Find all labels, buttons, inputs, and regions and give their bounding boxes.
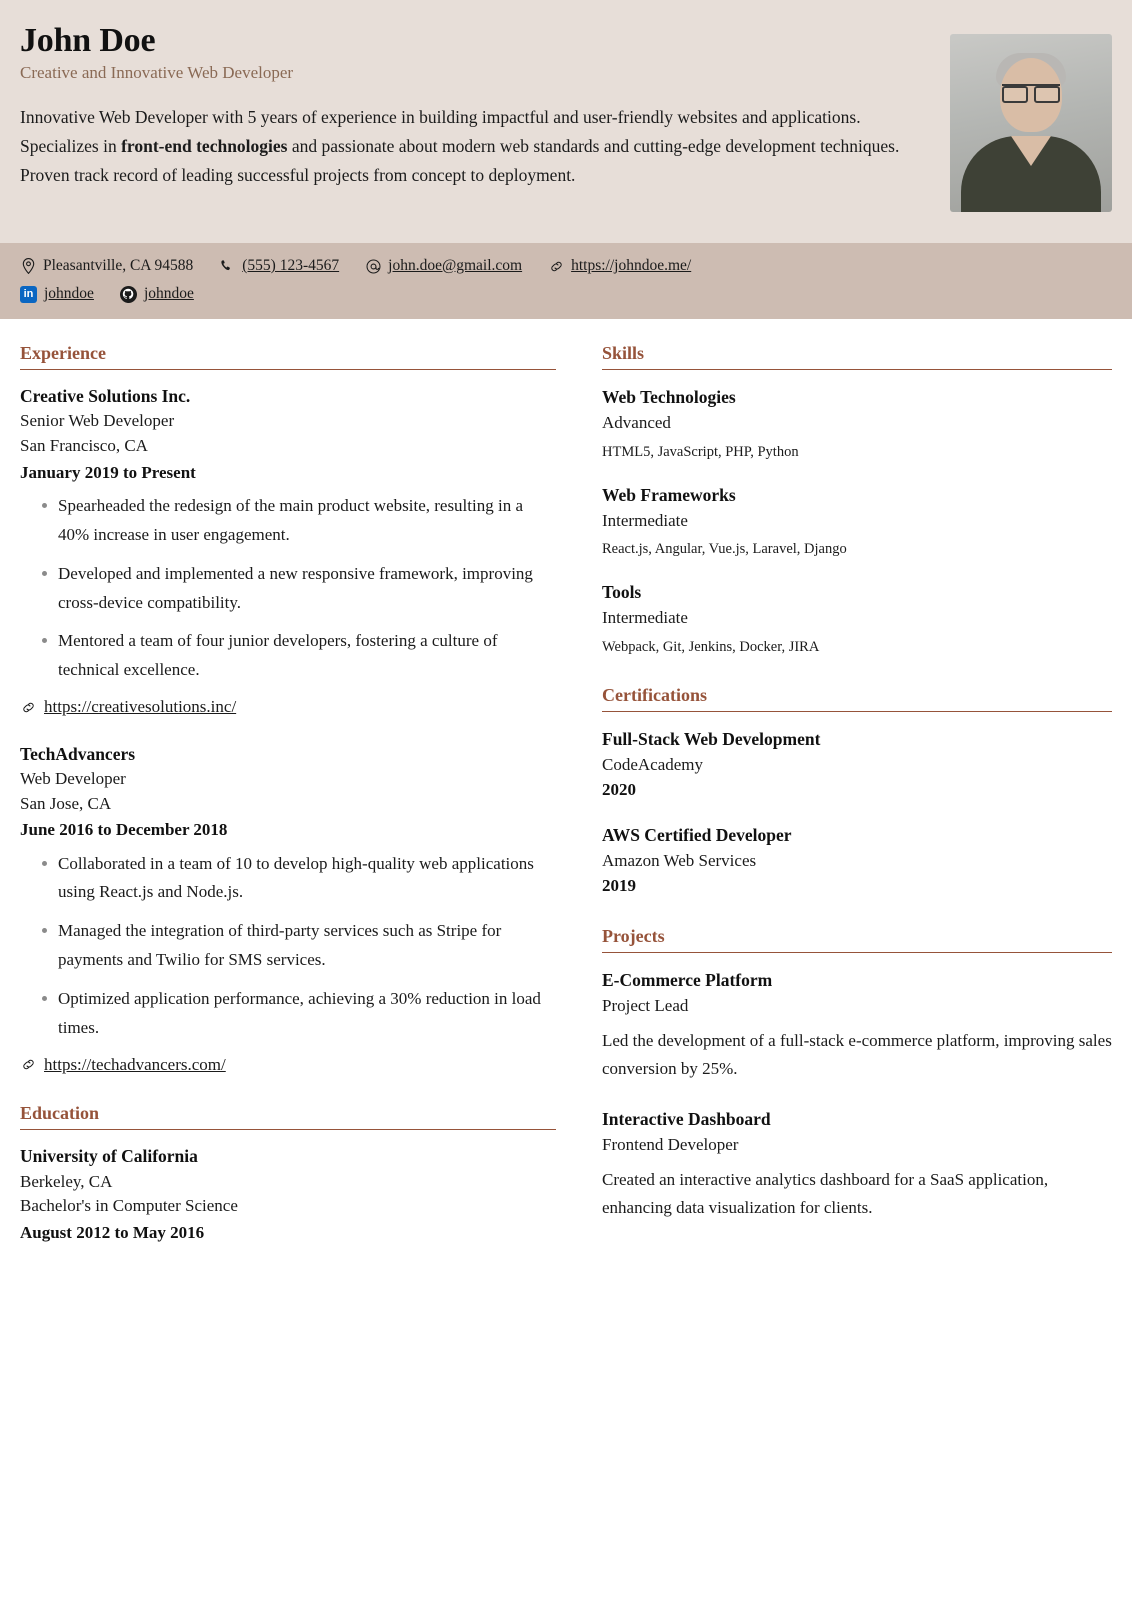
skill-keywords: Webpack, Git, Jenkins, Docker, JIRA bbox=[602, 638, 820, 655]
certification-entry bbox=[602, 822, 1112, 900]
summary-highlight: front-end technologies bbox=[121, 136, 288, 157]
summary-text-part1: Innovative Web Developer with 5 years of experience in building impactful and user-friendly websites and applications. Specializes in bbox=[20, 107, 861, 157]
education-institution: University of California bbox=[20, 1146, 198, 1167]
experience-bullets bbox=[20, 492, 556, 685]
certification-issuer: Amazon Web Services bbox=[602, 850, 757, 870]
list-item: Collaborated in a team of 10 to develop high-quality web applications using React.js and Node.js. bbox=[42, 850, 556, 908]
experience-section-title: Experience bbox=[20, 343, 556, 370]
contact-website[interactable] bbox=[548, 257, 691, 275]
professional-title: Creative and Innovative Web Developer bbox=[20, 63, 294, 83]
contact-linkedin-link[interactable]: johndoe bbox=[44, 285, 94, 302]
project-entry bbox=[602, 967, 1112, 1084]
at-sign-icon bbox=[365, 258, 381, 274]
project-description: Led the development of a full-stack e-commerce platform, improving sales conversion by 25%. bbox=[602, 1031, 1112, 1079]
list-item: Optimized application performance, achieving a 30% reduction in load times. bbox=[42, 985, 556, 1043]
experience-org: TechAdvancers bbox=[20, 743, 136, 764]
project-name: E-Commerce Platform bbox=[602, 969, 773, 990]
contact-github-link[interactable]: johndoe bbox=[143, 285, 194, 302]
experience-link[interactable] bbox=[20, 1055, 226, 1075]
list-item: Spearheaded the redesign of the main product website, resulting in a 40% increase in user engagement. bbox=[42, 492, 556, 550]
contact-phone-link[interactable]: (555) 123-4567 bbox=[242, 257, 340, 274]
contact-email-link[interactable]: john.doe@gmail.com bbox=[388, 257, 523, 274]
page-title: John Doe bbox=[20, 22, 156, 59]
skill-level: Intermediate bbox=[602, 608, 688, 628]
skill-keywords: HTML5, JavaScript, PHP, Python bbox=[602, 443, 799, 460]
certification-year: 2020 bbox=[602, 780, 636, 800]
skill-entry bbox=[602, 384, 1112, 464]
link-icon bbox=[20, 699, 36, 715]
skill-keywords: React.js, Angular, Vue.js, Laravel, Django bbox=[602, 541, 847, 558]
education-section bbox=[20, 1103, 556, 1246]
certification-entry bbox=[602, 726, 1112, 804]
certifications-section-title: Certifications bbox=[602, 685, 1112, 712]
contact-location-text: Pleasantville, CA 94588 bbox=[43, 257, 194, 274]
contact-location bbox=[20, 257, 193, 275]
left-column bbox=[20, 343, 556, 1252]
education-degree: Bachelor's in Computer Science bbox=[20, 1196, 238, 1216]
experience-dates: June 2016 to December 2018 bbox=[20, 820, 228, 840]
skills-section bbox=[602, 343, 1112, 659]
list-item: Developed and implemented a new responsive framework, improving cross-device compatibility. bbox=[42, 560, 556, 618]
education-section-title: Education bbox=[20, 1103, 556, 1130]
certification-name: AWS Certified Developer bbox=[602, 824, 792, 845]
experience-location: San Francisco, CA bbox=[20, 436, 148, 456]
linkedin-icon: in bbox=[20, 286, 37, 303]
education-dates: August 2012 to May 2016 bbox=[20, 1223, 205, 1243]
github-icon bbox=[120, 286, 137, 303]
project-description: Created an interactive analytics dashboard for a SaaS application, enhancing data visualization for clients. bbox=[602, 1170, 1049, 1218]
link-icon bbox=[548, 258, 564, 274]
experience-entry bbox=[20, 742, 556, 1078]
summary-paragraph bbox=[20, 103, 900, 190]
projects-section bbox=[602, 926, 1112, 1223]
header-text-block bbox=[20, 22, 950, 208]
education-location: Berkeley, CA bbox=[20, 1171, 113, 1191]
experience-role: Senior Web Developer bbox=[20, 411, 175, 431]
glasses-icon bbox=[1002, 84, 1060, 97]
skill-level: Intermediate bbox=[602, 510, 688, 530]
project-role: Frontend Developer bbox=[602, 1134, 739, 1154]
experience-dates: January 2019 to Present bbox=[20, 462, 196, 482]
certification-issuer: CodeAcademy bbox=[602, 754, 704, 774]
skill-name: Tools bbox=[602, 582, 642, 602]
project-entry bbox=[602, 1106, 1112, 1223]
list-item: Mentored a team of four junior developers, fostering a culture of technical excellence. bbox=[42, 627, 556, 685]
skill-name: Web Technologies bbox=[602, 387, 736, 407]
experience-link-url[interactable]: https://creativesolutions.inc/ bbox=[44, 697, 237, 717]
contact-website-link[interactable]: https://johndoe.me/ bbox=[571, 257, 692, 274]
experience-link-url[interactable]: https://techadvancers.com/ bbox=[44, 1054, 226, 1074]
summary-text-part2: and passionate about modern web standards and cutting-edge development techniques. Proven track record of leading successful projects from concept to deployment. bbox=[20, 136, 900, 186]
contact-email[interactable] bbox=[365, 257, 522, 275]
avatar bbox=[950, 34, 1112, 212]
certification-name: Full-Stack Web Development bbox=[602, 728, 821, 749]
skill-entry bbox=[602, 579, 1112, 659]
experience-section bbox=[20, 343, 556, 1077]
certification-year: 2019 bbox=[602, 876, 636, 896]
experience-link[interactable] bbox=[20, 697, 236, 717]
resume-header bbox=[0, 0, 1132, 243]
skill-name: Web Frameworks bbox=[602, 484, 736, 505]
experience-role: Web Developer bbox=[20, 769, 126, 789]
contact-bar bbox=[0, 243, 1132, 319]
education-entry bbox=[20, 1144, 556, 1246]
experience-bullets bbox=[20, 850, 556, 1043]
skill-entry bbox=[602, 482, 1112, 562]
project-name: Interactive Dashboard bbox=[602, 1108, 771, 1129]
certifications-section bbox=[602, 685, 1112, 900]
experience-location: San Jose, CA bbox=[20, 793, 112, 813]
skills-section-title: Skills bbox=[602, 343, 1112, 370]
phone-icon bbox=[219, 258, 235, 274]
skill-level: Advanced bbox=[602, 413, 671, 433]
project-role: Project Lead bbox=[602, 995, 689, 1015]
link-icon bbox=[20, 1057, 36, 1073]
projects-section-title: Projects bbox=[602, 926, 1112, 953]
map-pin-icon bbox=[20, 258, 36, 274]
list-item: Managed the integration of third-party services such as Stripe for payments and Twilio for SMS services. bbox=[42, 917, 556, 975]
contact-phone[interactable] bbox=[219, 257, 339, 275]
experience-entry bbox=[20, 384, 556, 720]
contact-linkedin[interactable] bbox=[20, 285, 94, 303]
resume-body bbox=[0, 319, 1132, 1292]
experience-org: Creative Solutions Inc. bbox=[20, 386, 191, 406]
contact-github[interactable] bbox=[120, 285, 194, 303]
right-column bbox=[602, 343, 1112, 1244]
